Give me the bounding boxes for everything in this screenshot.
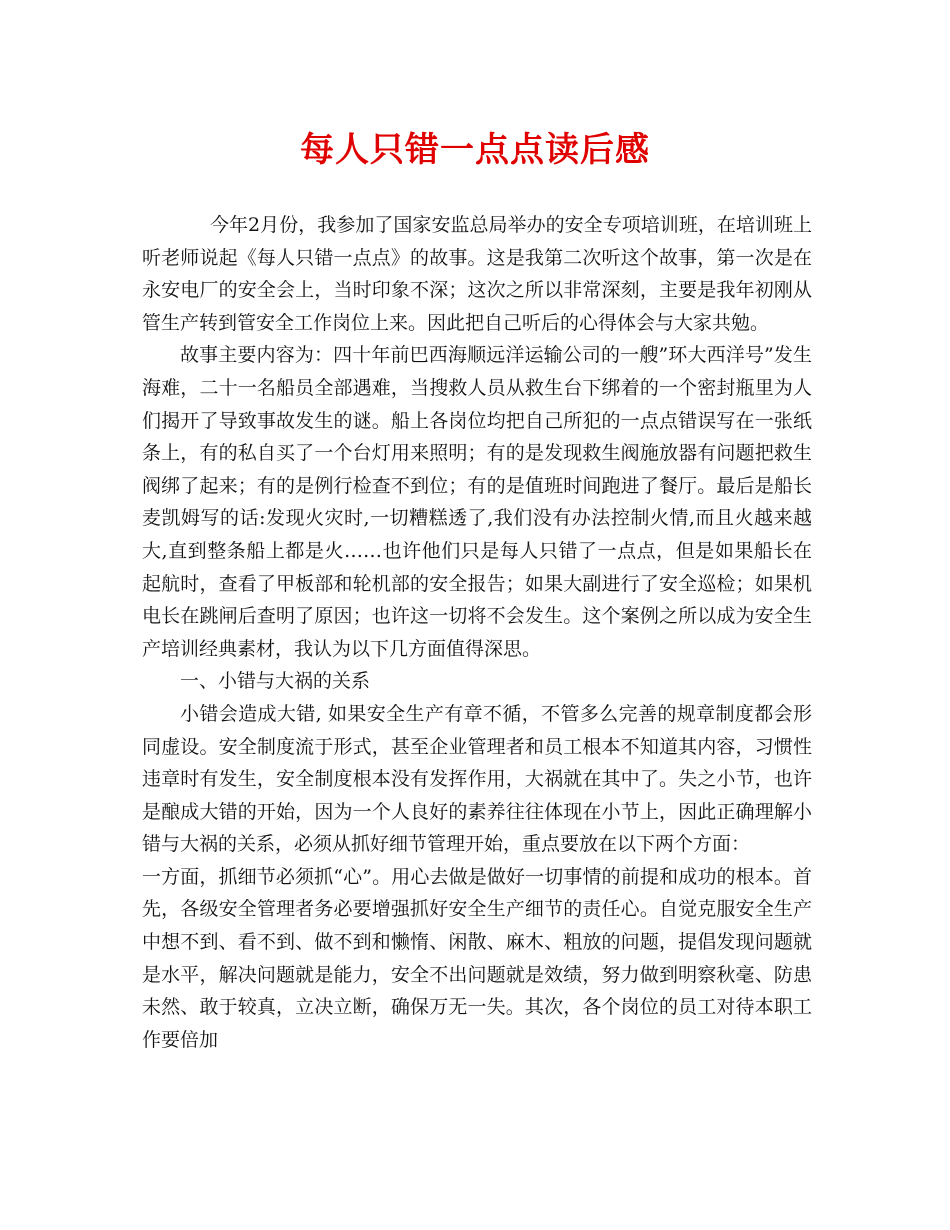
paragraph-small-errors: 小错会造成大错, 如果安全生产有章不循，不管多么完善的规章制度都会形同虚设。安全制度流于形式，甚至企业管理者和员工根本不知道其内容，习惯性违章时有发生，安全制度根本没有发挥作用，大祸就在其中了。失之小节，也许是酿成大错的开始，因为一个人良好的素养往往体现在小节上，因此正确理解小错与大祸的关系，必须从抓好细节管理开始，重点要放在以下两个方面： <box>142 702 812 856</box>
paragraph-story: 故事主要内容为：四十年前巴西海顺远洋运输公司的一艘”环大西洋号”发生海难，二十一名船员全部遇难，当搜救人员从救生台下绑着的一个密封瓶里为人们揭开了导致事故发生的谜。船上各岗位均把自己所犯的一点点错误写在一张纸条上，有的私自买了一个台灯用来照明；有的是发现救生阀施放器有问题把救生阀绑了起来；有的是例行检查不到位；有的是值班时间跑进了餐厅。最后是船长麦凯姆写的话:发现火灾时,一切糟糕透了,我们没有办法控制火情,而且火越来越大,直到整条船上都是火……也许他们只是每人只错了一点点，但是如果船长在起航时，查看了甲板部和轮机部的安全报告；如果大副进行了安全巡检；如果机电长在跳闸后查明了原因；也许这一切将不会发生。这个案例之所以成为安全生产培训经典素材，我认为以下几方面值得深思。 <box>142 344 812 660</box>
paragraph-intro: 今年2月份，我参加了国家安监总局举办的安全专项培训班，在培训班上听老师说起《每人只错一点点》的故事。这是我第二次听这个故事，第一次是在永安电厂的安全会上，当时印象不深；这次之所以非常深刻，主要是我年初刚从管生产转到管安全工作岗位上来。因此把自己听后的心得体会与大家共勉。 <box>142 214 812 334</box>
paragraph-details: 一方面，抓细节必须抓“心”。用心去做是做好一切事情的前提和成功的根本。首先，各级安全管理者务必要增强抓好安全生产细节的责任心。自觉克服安全生产中想不到、看不到、做不到和懒惰、闲散、麻木、粗放的问题，提倡发现问题就是水平，解决问题就是能力，安全不出问题就是效绩，努力做到明察秋毫、防患未然、敢于较真，立决立断，确保万无一失。其次，各个岗位的员工对待本职工作要倍加 <box>142 865 812 1051</box>
document-title: 每人只错一点点读后感 <box>300 130 650 170</box>
section-heading-1: 一、小错与大祸的关系 <box>180 670 371 693</box>
document-body <box>142 209 812 1056</box>
